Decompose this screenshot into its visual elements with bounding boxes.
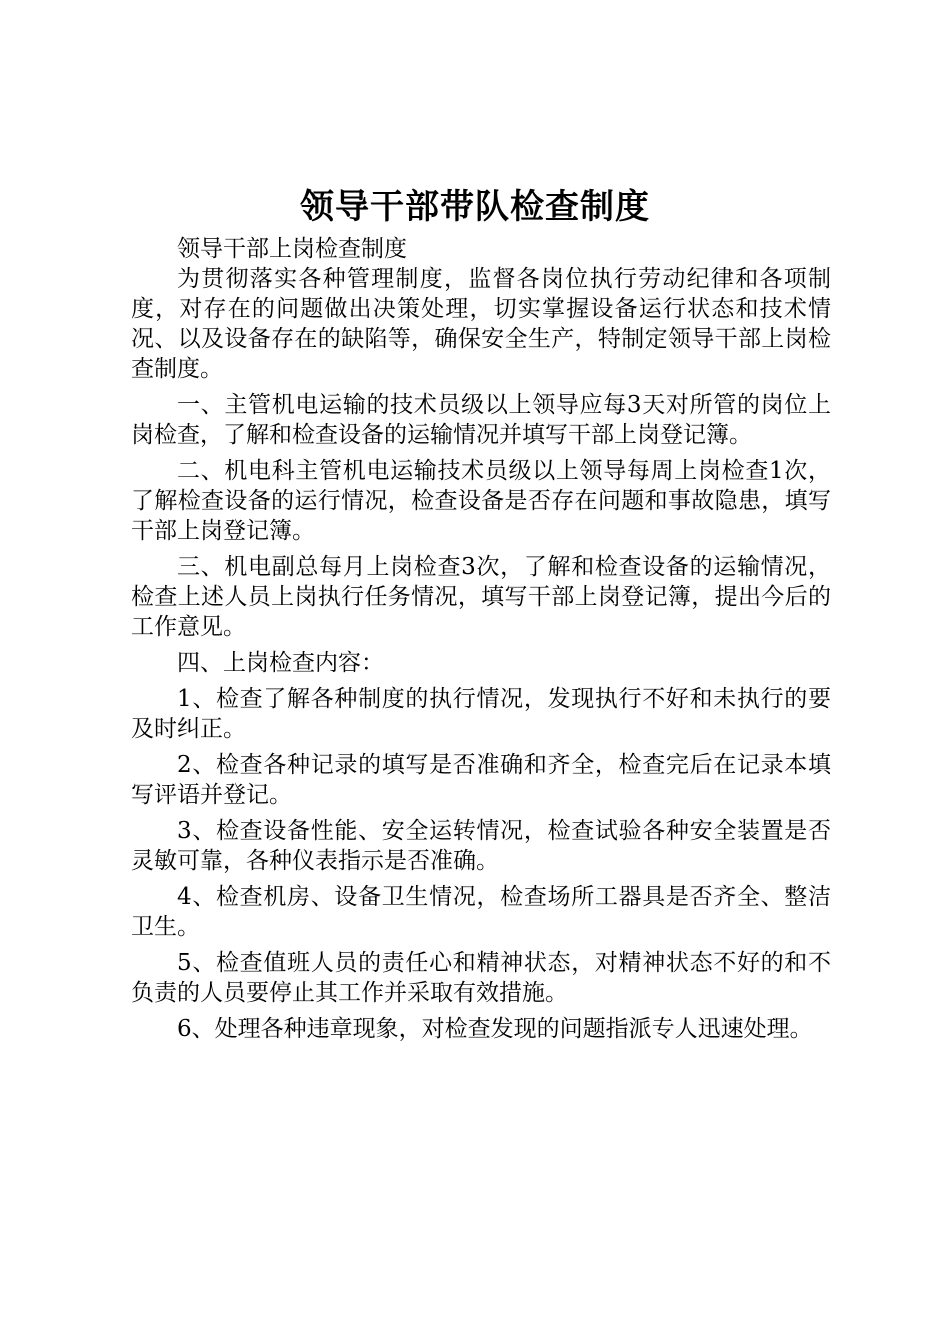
subtitle-paragraph: 领导干部上岗检查制度 (177, 236, 407, 262)
rule-paragraph-4: 四、上岗检查内容： (177, 650, 384, 676)
document-body (131, 234, 831, 1044)
content-item-5: 5、检查值班人员的责任心和精神状态，对精神状态不好的和不负责的人员要停止其工作并采取有效措施。 (131, 950, 831, 1006)
rule-paragraph-2: 二、机电科主管机电运输技术员级以上领导每周上岗检查1次，了解检查设备的运行情况，检查设备是否存在问题和事故隐患，填写干部上岗登记簿。 (131, 458, 831, 544)
rule-paragraph-1: 一、主管机电运输的技术员级以上领导应每3天对所管的岗位上岗检查，了解和检查设备的运输情况并填写干部上岗登记簿。 (131, 392, 831, 448)
content-item-6: 6、处理各种违章现象，对检查发现的问题指派专人迅速处理。 (177, 1016, 813, 1042)
document-title: 领导干部带队检查制度 (300, 187, 650, 227)
content-item-1: 1、检查了解各种制度的执行情况，发现执行不好和未执行的要及时纠正。 (131, 686, 831, 742)
content-item-2: 2、检查各种记录的填写是否准确和齐全，检查完后在记录本填写评语并登记。 (131, 752, 831, 808)
content-item-4: 4、检查机房、设备卫生情况，检查场所工器具是否齐全、整洁卫生。 (131, 884, 831, 940)
intro-paragraph: 为贯彻落实各种管理制度，监督各岗位执行劳动纪律和各项制度，对存在的问题做出决策处理，切实掌握设备运行状态和技术情况、以及设备存在的缺陷等，确保安全生产，特制定领导干部上岗检查制度。 (131, 266, 831, 382)
content-item-3: 3、检查设备性能、安全运转情况，检查试验各种安全装置是否灵敏可靠，各种仪表指示是否准确。 (131, 818, 831, 874)
rule-paragraph-3: 三、机电副总每月上岗检查3次，了解和检查设备的运输情况，检查上述人员上岗执行任务情况，填写干部上岗登记簿，提出今后的工作意见。 (131, 554, 831, 640)
